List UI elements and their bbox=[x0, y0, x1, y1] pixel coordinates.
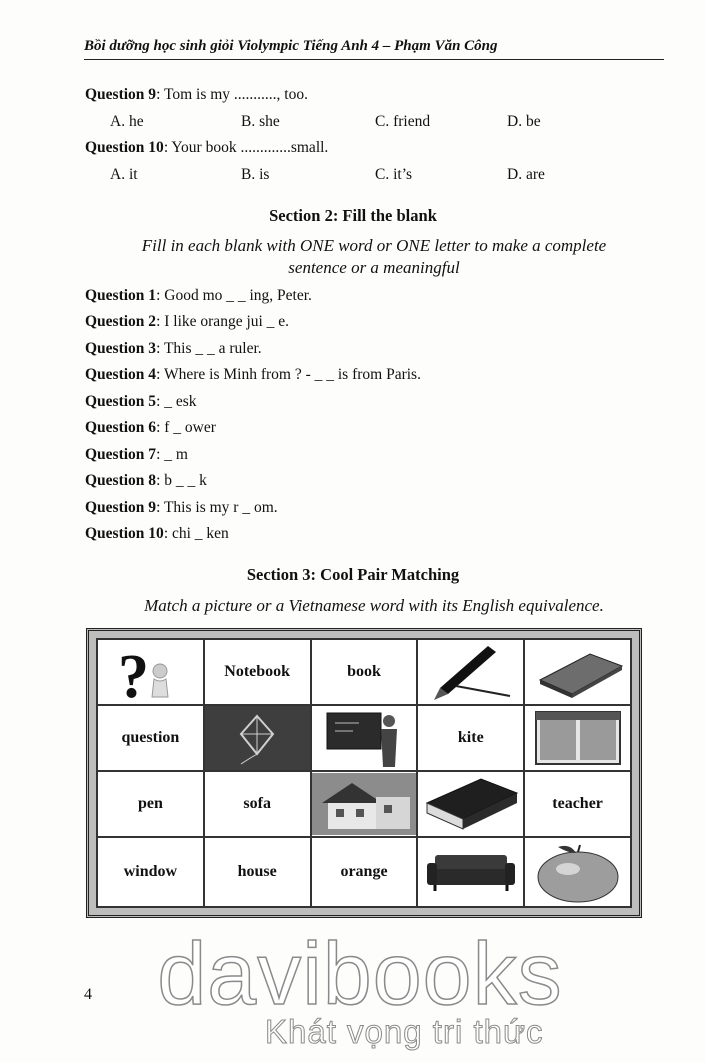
question-text: : Your book .............small. bbox=[163, 139, 329, 156]
window-icon bbox=[530, 708, 626, 768]
question-label: Question 10 bbox=[85, 139, 164, 156]
grid-cell-book-image bbox=[417, 771, 524, 837]
question-text: : I like orange jui _ e. bbox=[156, 313, 290, 330]
pen-icon bbox=[426, 642, 516, 702]
question-text: : chi _ ken bbox=[163, 525, 229, 542]
option-c: C. friend bbox=[375, 113, 431, 130]
kite-icon bbox=[217, 710, 297, 766]
option-a: A. it bbox=[110, 166, 138, 183]
grid-cell-word: house bbox=[204, 837, 311, 907]
question-text: : Tom is my ..........., too. bbox=[156, 86, 308, 103]
section-3-instruction: Match a picture or a Vietnamese word with its English equivalence. bbox=[144, 596, 604, 615]
option-d: D. are bbox=[507, 166, 545, 183]
section-2-title: Section 2: Fill the blank bbox=[269, 206, 437, 225]
grid-cell-word: book bbox=[311, 639, 418, 705]
question-text: : f _ ower bbox=[156, 419, 216, 436]
watermark-brand: davibooks bbox=[157, 924, 563, 1023]
grid-cell-sofa-image bbox=[417, 837, 524, 907]
grid-cell-word: teacher bbox=[524, 771, 631, 837]
grid-cell-word: Notebook bbox=[204, 639, 311, 705]
question-label: Question 4 bbox=[85, 366, 157, 383]
fill-question-6 bbox=[85, 419, 216, 437]
instruction-line-2: sentence or a meaningful bbox=[288, 258, 460, 277]
grid-cell-word: window bbox=[97, 837, 204, 907]
option-b: B. is bbox=[241, 166, 270, 183]
question-text: : Good mo _ _ ing, Peter. bbox=[156, 287, 312, 304]
grid-cell-orange-image bbox=[524, 837, 631, 907]
page-number: 4 bbox=[84, 986, 92, 1003]
option-b: B. she bbox=[241, 113, 280, 130]
question-label: Question 10 bbox=[85, 525, 164, 542]
grid-cell-pen-image bbox=[417, 639, 524, 705]
watermark-slogan: Khát vọng tri thức bbox=[265, 1013, 544, 1050]
matching-grid bbox=[96, 638, 632, 908]
orange-icon bbox=[530, 839, 626, 905]
fill-question-9 bbox=[85, 499, 278, 517]
fill-question-7 bbox=[85, 446, 188, 464]
question-label: Question 1 bbox=[85, 287, 157, 304]
question-text: : _ m bbox=[156, 446, 188, 463]
grid-cell-word: orange bbox=[311, 837, 418, 907]
grid-cell-word: question bbox=[97, 705, 204, 771]
grid-cell-window-image bbox=[524, 705, 631, 771]
question-label: Question 8 bbox=[85, 472, 157, 489]
matching-grid-frame bbox=[86, 628, 642, 918]
question-label: Question 2 bbox=[85, 313, 157, 330]
instruction-line-1: Fill in each blank with ONE word or ONE letter to make a complete bbox=[141, 236, 607, 255]
fill-question-1 bbox=[85, 287, 312, 305]
grid-cell-kite-image bbox=[204, 705, 311, 771]
question-text: : b _ _ k bbox=[156, 472, 207, 489]
question-text: : _ esk bbox=[156, 393, 197, 410]
mc-question-9 bbox=[85, 86, 308, 104]
option-a: A. he bbox=[110, 113, 144, 130]
fill-question-10 bbox=[85, 525, 229, 543]
book-icon bbox=[421, 773, 521, 835]
notebook-icon bbox=[530, 644, 626, 700]
question-label: Question 7 bbox=[85, 446, 157, 463]
grid-cell-word: sofa bbox=[204, 771, 311, 837]
house-icon bbox=[312, 773, 416, 835]
question-text: : This _ _ a ruler. bbox=[156, 340, 262, 357]
section-3-title: Section 3: Cool Pair Matching bbox=[246, 565, 460, 584]
grid-cell-house-image bbox=[311, 771, 418, 837]
svg-text:?: ? bbox=[118, 642, 150, 703]
question-label: Question 5 bbox=[85, 393, 157, 410]
fill-question-2 bbox=[85, 313, 289, 331]
teacher-icon bbox=[319, 707, 409, 769]
grid-cell-word: pen bbox=[97, 771, 204, 837]
question-text: : Where is Minh from ? - _ _ is from Paris. bbox=[156, 366, 421, 383]
grid-cell-question-image bbox=[97, 639, 204, 705]
option-d: D. be bbox=[507, 113, 541, 130]
fill-question-3 bbox=[85, 340, 262, 358]
grid-cell-notebook-image bbox=[524, 639, 631, 705]
fill-question-4 bbox=[85, 366, 421, 384]
question-mark-figure-icon bbox=[110, 641, 190, 703]
running-header: Bồi dưỡng học sinh giỏi Violympic Tiếng Anh 4 – Phạm Văn Công bbox=[84, 38, 664, 60]
question-label: Question 9 bbox=[85, 499, 157, 516]
fill-question-8 bbox=[85, 472, 207, 490]
question-label: Question 3 bbox=[85, 340, 157, 357]
option-c: C. it’s bbox=[375, 166, 413, 183]
question-text: : This is my r _ om. bbox=[156, 499, 278, 516]
fill-question-5 bbox=[85, 393, 197, 411]
grid-cell-teacher-image bbox=[311, 705, 418, 771]
section-2-instruction bbox=[84, 235, 664, 279]
question-label: Question 9 bbox=[85, 86, 157, 103]
question-label: Question 6 bbox=[85, 419, 157, 436]
sofa-icon bbox=[423, 847, 519, 897]
grid-cell-word: kite bbox=[417, 705, 524, 771]
mc-question-10 bbox=[85, 139, 328, 157]
